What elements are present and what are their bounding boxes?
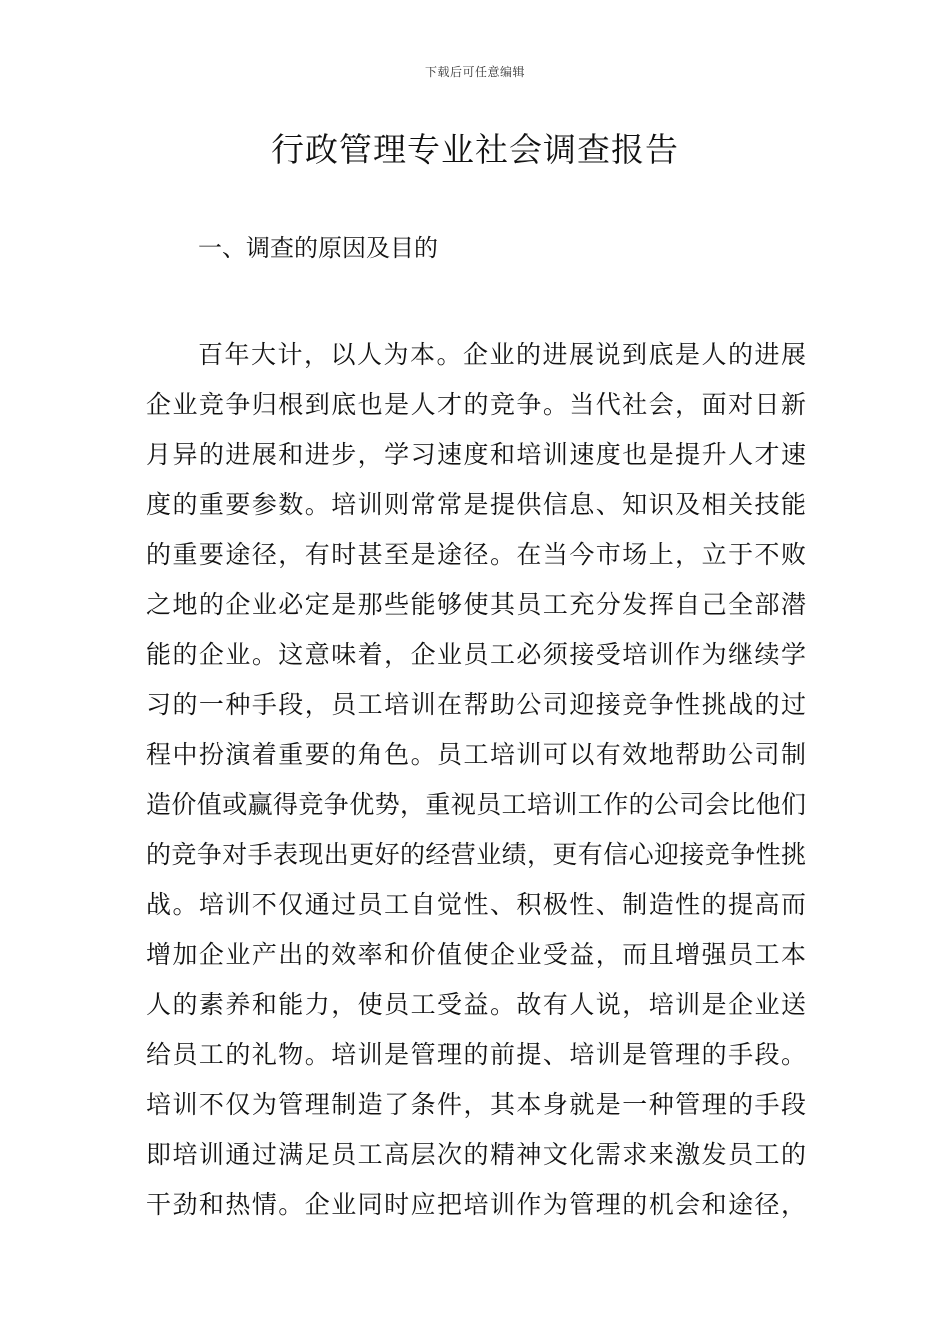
paragraph-line: 之地的企业必定是那些能够使其员工充分发挥自己全部潜 [146, 590, 806, 619]
paragraph-line: 百年大计，以人为本。企业的进展说到底是人的进展 [198, 340, 806, 369]
paragraph-line: 战。培训不仅通过员工自觉性、积极性、制造性的提高而 [146, 890, 806, 919]
paragraph-line: 增加企业产出的效率和价值使企业受益，而且增强员工本 [146, 940, 806, 969]
paragraph-line: 度的重要参数。培训则常常是提供信息、知识及相关技能 [146, 490, 806, 519]
paragraph-line: 即培训通过满足员工高层次的精神文化需求来激发员工的 [146, 1140, 806, 1169]
paragraph-line: 能的企业。这意味着，企业员工必须接受培训作为继续学 [146, 640, 806, 669]
document-title: 行政管理专业社会调查报告 [271, 130, 679, 169]
paragraph-line: 造价值或赢得竞争优势，重视员工培训工作的公司会比他们 [146, 790, 806, 819]
paragraph-line: 月异的进展和进步，学习速度和培训速度也是提升人才速 [146, 440, 806, 469]
paragraph-line: 培训不仅为管理制造了条件，其本身就是一种管理的手段 [146, 1090, 806, 1119]
paragraph-line: 干劲和热情。企业同时应把培训作为管理的机会和途径， [146, 1190, 806, 1219]
paragraph-line: 的重要途径，有时甚至是途径。在当今市场上，立于不败 [146, 540, 806, 569]
body-paragraph [146, 330, 806, 1230]
paragraph-line: 习的一种手段，员工培训在帮助公司迎接竞争性挑战的过 [146, 690, 806, 719]
header-note: 下载后可任意编辑 [424, 65, 525, 79]
paragraph-line: 程中扮演着重要的角色。员工培训可以有效地帮助公司制 [146, 740, 806, 769]
paragraph-line: 企业竞争归根到底也是人才的竞争。当代社会，面对日新 [146, 390, 806, 419]
paragraph-line: 给员工的礼物。培训是管理的前提、培训是管理的手段。 [146, 1040, 806, 1069]
paragraph-line: 的竞争对手表现出更好的经营业绩，更有信心迎接竞争性挑 [146, 840, 806, 869]
section-heading: 一、调查的原因及目的 [198, 234, 438, 262]
paragraph-line: 人的素养和能力，使员工受益。故有人说，培训是企业送 [146, 990, 806, 1019]
